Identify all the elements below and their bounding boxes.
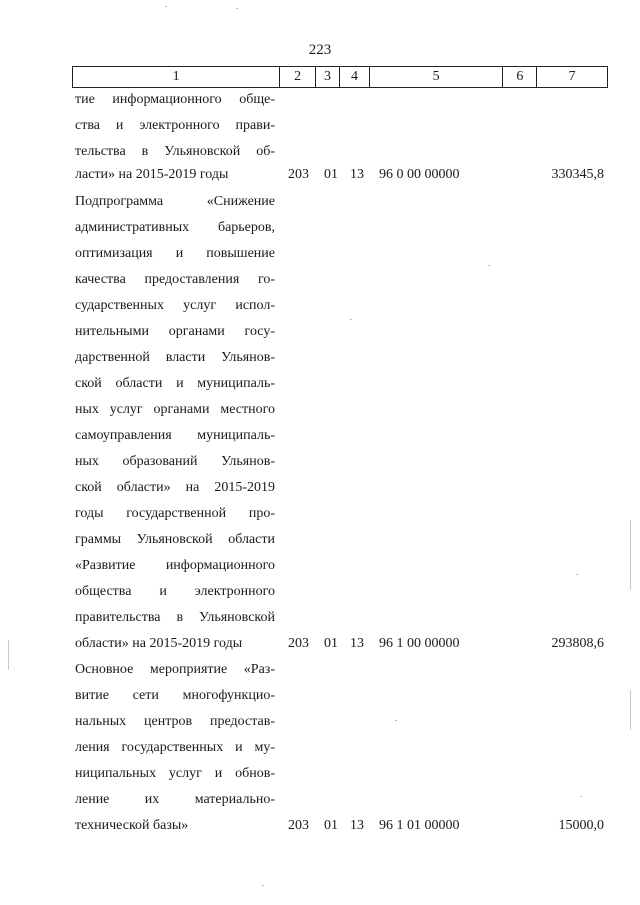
description-line: области» на 2015-2019 годы — [75, 636, 243, 651]
subsection-code: 13 — [350, 167, 364, 182]
description-line: дарственной власти Ульянов- — [75, 350, 275, 365]
section-code: 01 — [324, 818, 338, 833]
column-header-2: 2 — [280, 67, 316, 87]
column-header-5: 5 — [370, 67, 504, 87]
subsection-code: 13 — [350, 818, 364, 833]
description-line: ниципальных услуг и обнов- — [75, 766, 275, 781]
description-line: годы государственной про- — [75, 506, 275, 521]
description-line: оптимизация и повышение — [75, 246, 275, 261]
column-header-row — [72, 66, 608, 88]
column-header-7: 7 — [568, 69, 576, 84]
amount-value: 330345,8 — [551, 167, 604, 182]
description-line: тие информационного обще- — [75, 92, 275, 107]
target-article-code: 96 0 00 00000 — [379, 167, 460, 182]
column-header-6: 6 — [503, 67, 537, 87]
ministry-code: 203 — [288, 167, 309, 182]
column-header-3: 3 — [316, 67, 340, 87]
description-line: тельства в Ульяновской об- — [75, 144, 275, 159]
target-article-code: 96 1 01 00000 — [379, 818, 460, 833]
scan-edge-mark — [630, 690, 631, 730]
scan-speck — [262, 885, 264, 886]
amount-value: 15000,0 — [558, 818, 604, 833]
description-line: витие сети многофункцио- — [75, 688, 275, 703]
section-code: 01 — [324, 167, 338, 182]
description-line: ства и электронного прави- — [75, 118, 275, 133]
ministry-code: 203 — [288, 636, 309, 651]
description-line: ных образований Ульянов- — [75, 454, 275, 469]
ministry-code: 203 — [288, 818, 309, 833]
description-line: ления государственных и му- — [75, 740, 275, 755]
scan-speck — [580, 796, 582, 797]
scan-speck — [576, 574, 578, 575]
description-line: нительными органами госу- — [75, 324, 275, 339]
description-line: «Развитие информационного — [75, 558, 275, 573]
target-article-code: 96 1 00 00000 — [379, 636, 460, 651]
description-line: нальных центров предостав- — [75, 714, 275, 729]
scan-edge-mark — [8, 640, 9, 670]
scan-edge-mark — [630, 520, 631, 590]
description-line: общества и электронного — [75, 584, 275, 599]
description-line: Основное мероприятие «Раз- — [75, 662, 275, 677]
scan-speck — [165, 6, 167, 7]
description-line: правительства в Ульяновской — [75, 610, 275, 625]
scan-speck — [488, 265, 490, 266]
description-line: ление их материально- — [75, 792, 275, 807]
description-line: технической базы» — [75, 818, 189, 833]
description-line: самоуправления муниципаль- — [75, 428, 275, 443]
section-code: 01 — [324, 636, 338, 651]
description-line: ской области и муниципаль- — [75, 376, 275, 391]
amount-value: 293808,6 — [551, 636, 604, 651]
scan-speck — [350, 319, 352, 320]
column-header-1: 1 — [73, 67, 280, 87]
description-line: административных барьеров, — [75, 220, 275, 235]
description-line: ных услуг органами местного — [75, 402, 275, 417]
description-line: граммы Ульяновской области — [75, 532, 275, 547]
scan-speck — [395, 720, 397, 721]
description-line: качества предоставления го- — [75, 272, 275, 287]
page-number: 223 — [308, 42, 332, 58]
subsection-code: 13 — [350, 636, 364, 651]
description-line: сударственных услуг испол- — [75, 298, 275, 313]
description-line: ской области» на 2015-2019 — [75, 480, 275, 495]
description-line: Подпрограмма «Снижение — [75, 194, 275, 209]
scan-speck — [236, 8, 238, 9]
column-header-4: 4 — [340, 67, 370, 87]
description-line: ласти» на 2015-2019 годы — [75, 167, 229, 182]
